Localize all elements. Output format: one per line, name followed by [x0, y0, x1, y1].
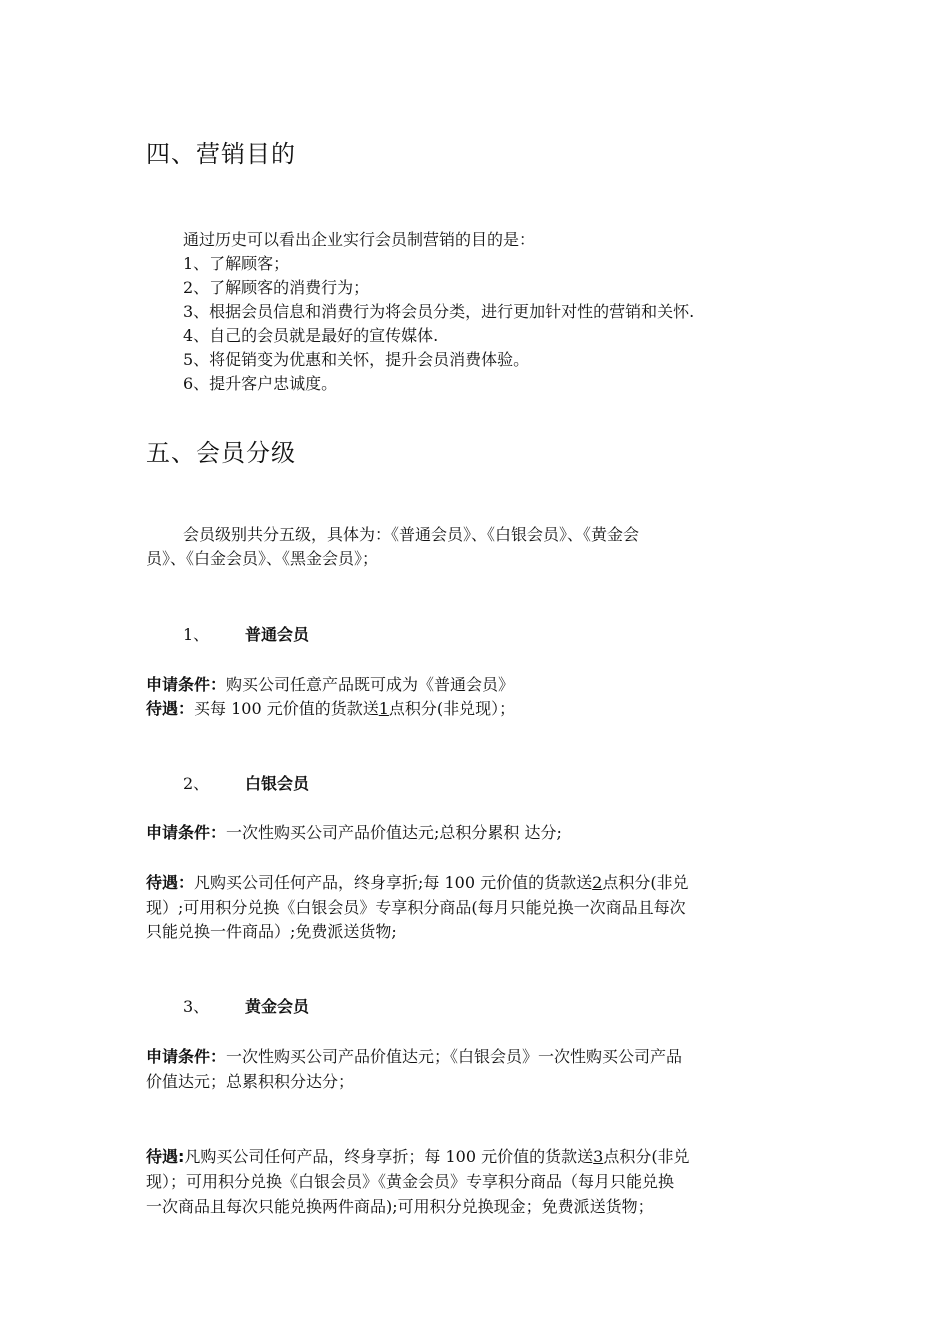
tier-number: 2、: [183, 774, 210, 793]
paragraph-tiers-line2: 员》、《白金会员》、《黑金会员》；: [146, 549, 379, 568]
condition-label: 申请条件：: [146, 823, 227, 842]
points-value: 2: [592, 873, 603, 892]
section-heading-marketing-goals: 四、营销目的: [146, 140, 296, 168]
tier-title-regular: 普通会员: [245, 625, 310, 644]
tier2-condition: [146, 821, 562, 845]
points-value: 3: [593, 1147, 604, 1166]
tier2-benefit-line2: 现）;可用积分兑换《白银会员》专享积分商品(每月只能兑换一次商品且每次: [146, 898, 686, 917]
tier1-condition: [146, 673, 514, 697]
tier3-benefit-line1: 待遇:凡购买公司任何产品，终身享折；每 100 元价值的货款送3点积分(非兑: [146, 1147, 690, 1166]
condition-label: 申请条件：: [146, 675, 227, 694]
tier-number: 1、: [183, 625, 210, 644]
condition-text: 一次性购买公司产品价值达元;总积分累积 达分;: [226, 823, 562, 842]
paragraph-tiers-line1: 会员级别共分五级，具体为：《普通会员》、《白银会员》、《黄金会: [183, 525, 640, 544]
list-item: 4、自己的会员就是最好的宣传媒体.: [183, 326, 439, 345]
points-value: 1: [378, 699, 389, 718]
tier3-benefit-line3: 一次商品且每次只能兑换两件商品);可用积分兑换现金；免费派送货物；: [146, 1197, 654, 1216]
benefit-label: 待遇：: [146, 873, 195, 892]
condition-text: 一次性购买公司产品价值达元；《白银会员》一次性购买公司产品: [226, 1047, 683, 1066]
tier-title-gold: 黄金会员: [245, 997, 310, 1016]
tier-number: 3、: [183, 997, 210, 1016]
tier3-condition-line1: [146, 1045, 682, 1070]
list-item: 2、了解顾客的消费行为；: [183, 278, 370, 297]
tier1-benefit: 待遇：买每 100 元价值的货款送1点积分(非兑现）；: [146, 699, 516, 718]
list-item: 1、了解顾客；: [183, 254, 290, 273]
tier2-benefit-line1: 待遇：凡购买公司任何产品，终身享折;每 100 元价值的货款送2点积分(非兑: [146, 873, 689, 892]
section-heading-member-tiers: 五、会员分级: [146, 439, 296, 467]
benefit-label: 待遇：: [146, 699, 195, 718]
paragraph-intro: 通过历史可以看出企业实行会员制营销的目的是：: [183, 230, 536, 249]
tier-title-silver: 白银会员: [245, 774, 310, 793]
benefit-label: 待遇:: [146, 1147, 185, 1166]
tier2-benefit-line3: 只能兑换一件商品）;免费派送货物;: [146, 922, 397, 941]
list-item: 3、根据会员信息和消费行为将会员分类，进行更加针对性的营销和关怀.: [183, 302, 695, 321]
tier3-benefit-line2: 现）；可用积分兑换《白银会员》《黄金会员》专享积分商品（每月只能兑换: [146, 1172, 675, 1191]
condition-label: 申请条件：: [146, 1047, 227, 1066]
condition-text: 购买公司任意产品既可成为《普通会员》: [226, 675, 515, 694]
tier3-condition-line2: 价值达元；总累积积分达分；: [146, 1072, 355, 1091]
list-item: 6、提升客户忠诚度。: [183, 374, 338, 393]
list-item: 5、将促销变为优惠和关怀，提升会员消费体验。: [183, 350, 530, 369]
